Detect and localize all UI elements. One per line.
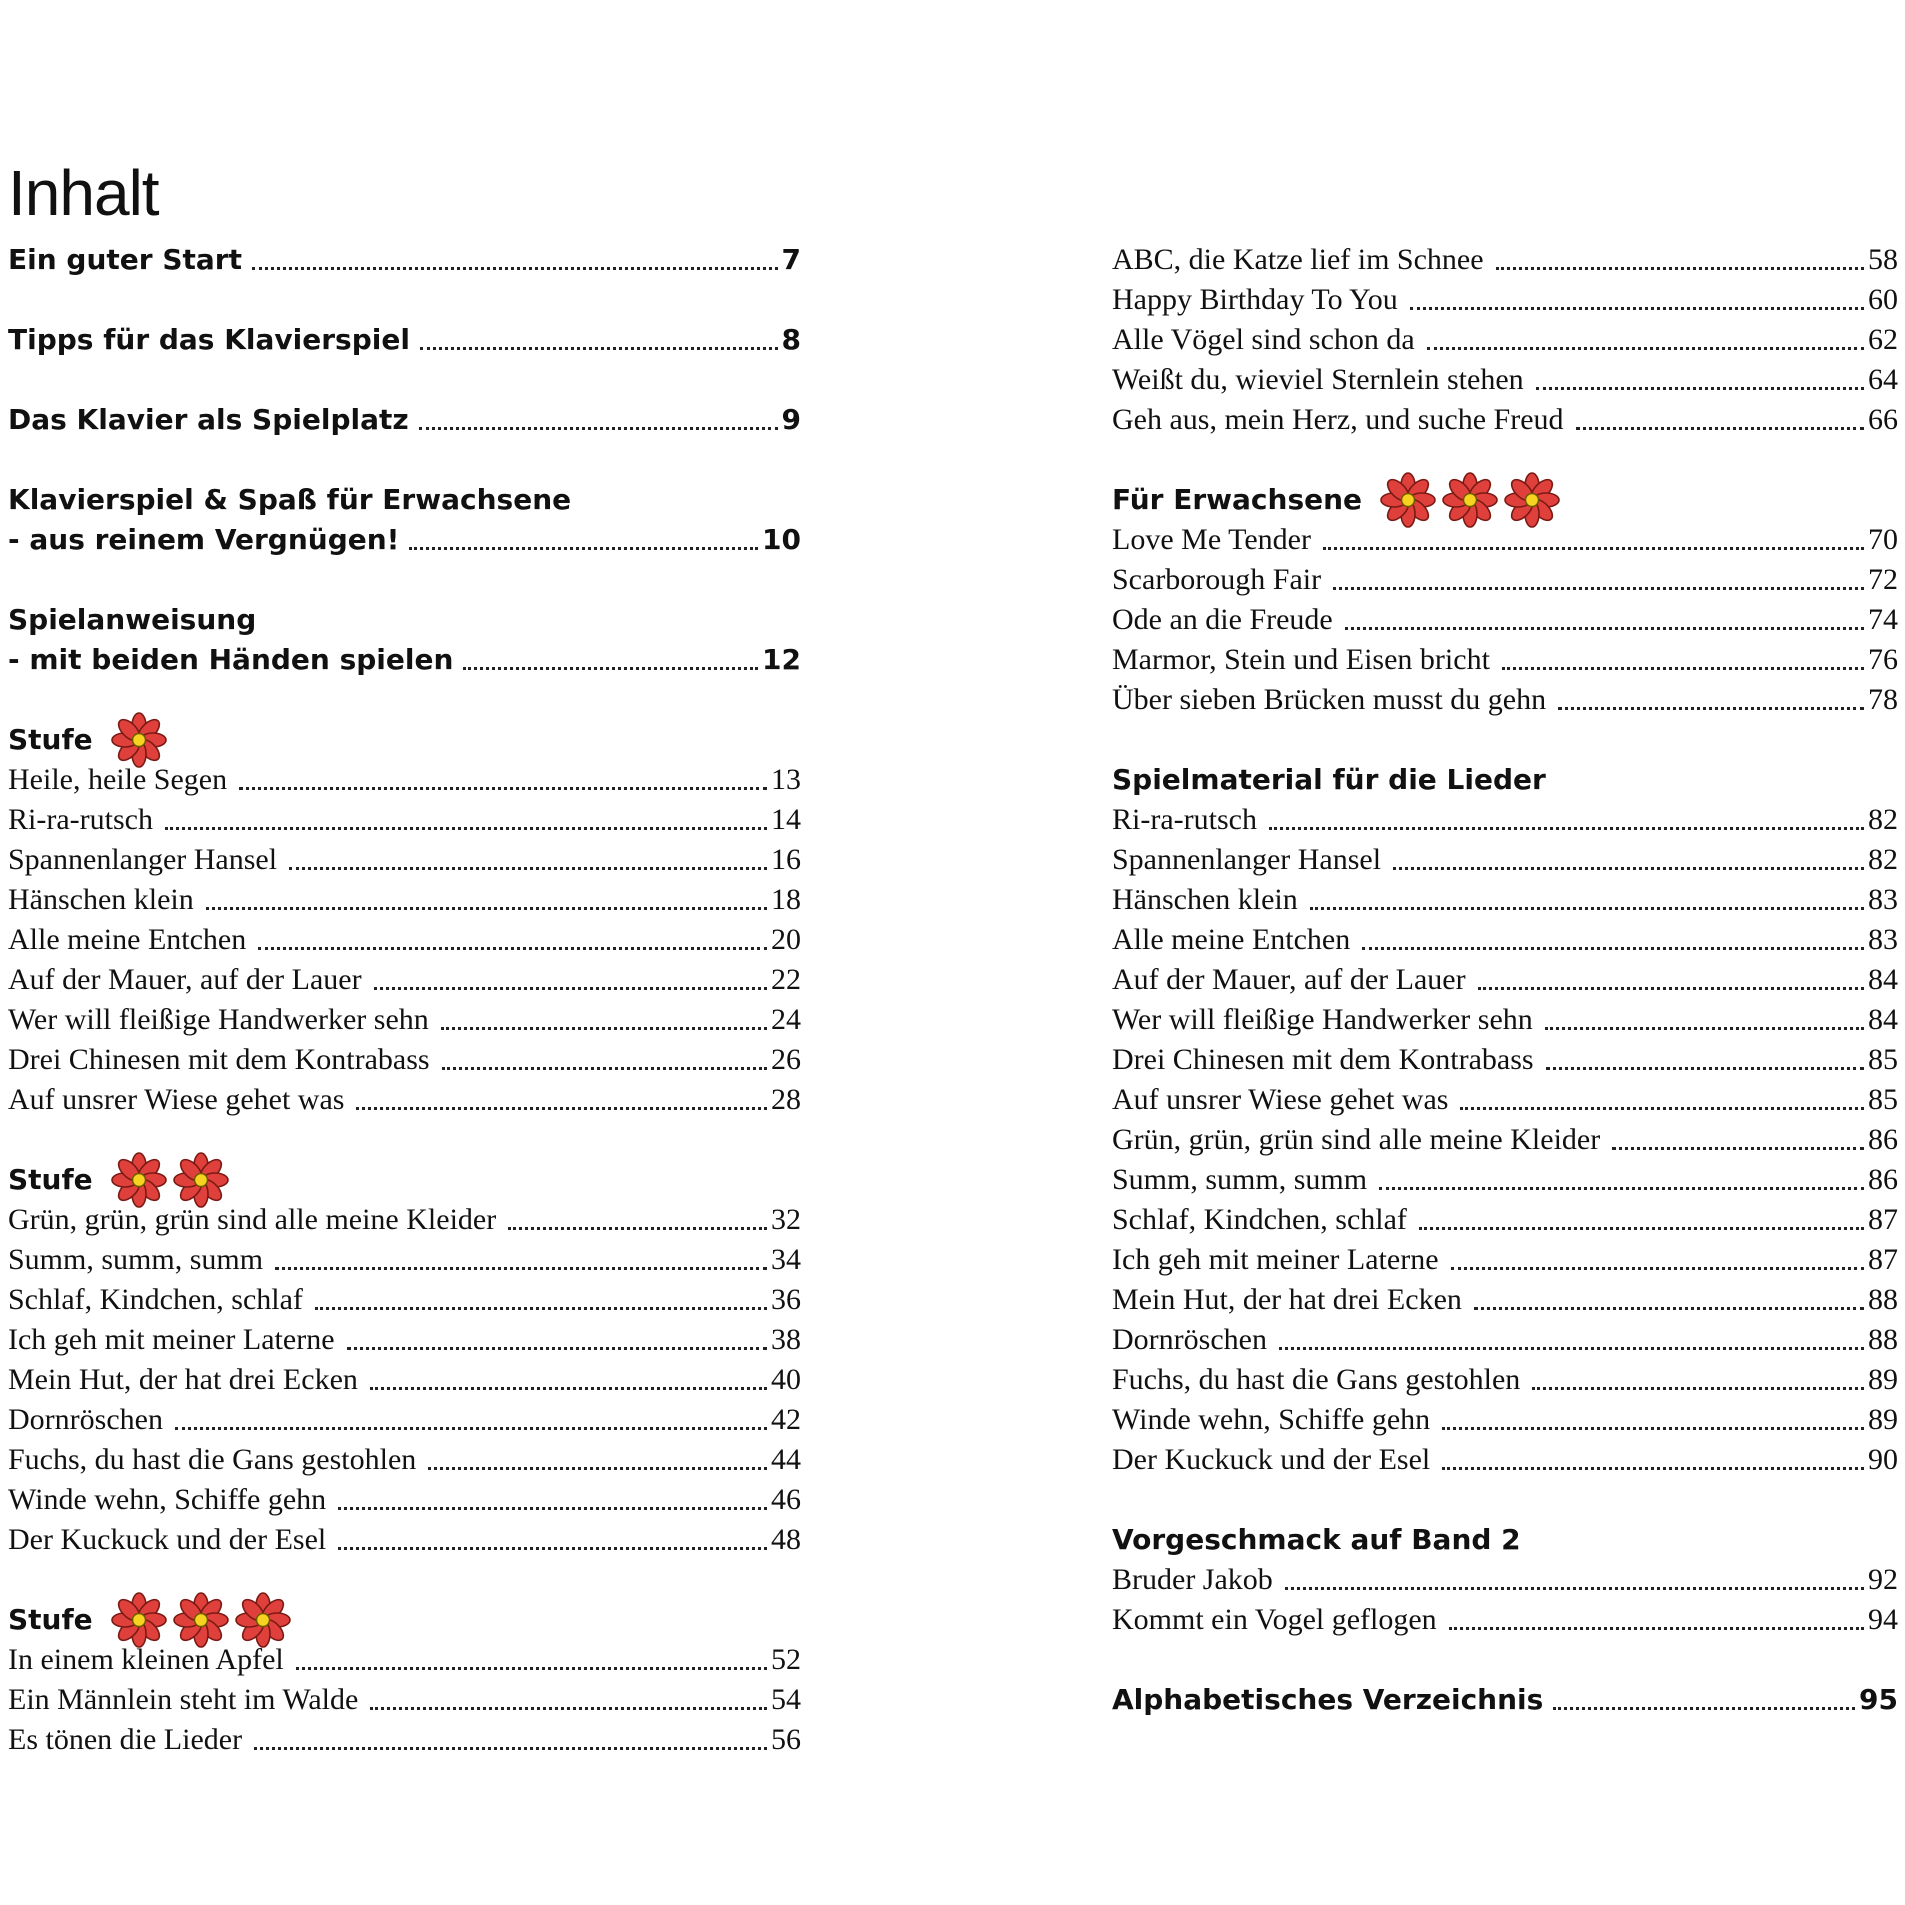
toc-main-entry	[8, 320, 801, 360]
page-number: 70	[1868, 523, 1898, 556]
level-section	[8, 1600, 801, 1760]
entry-title: Der Kuckuck und der Esel	[8, 1523, 327, 1556]
dot-leader	[409, 547, 758, 550]
page-number: 72	[1868, 563, 1898, 596]
entry-title: Ri-ra-rutsch	[8, 803, 153, 836]
toc-entry[interactable]	[1112, 1080, 1898, 1120]
page-number: 84	[1868, 963, 1898, 996]
entry-title: Das Klavier als Spielplatz	[8, 403, 409, 436]
page-number: 87	[1868, 1243, 1898, 1276]
toc-entry[interactable]	[1112, 240, 1898, 280]
dot-leader	[1576, 427, 1864, 430]
toc-entry[interactable]	[8, 880, 801, 920]
page-number: 66	[1868, 403, 1898, 436]
toc-entry[interactable]	[1112, 1040, 1898, 1080]
entry-title: Dornröschen	[1112, 1323, 1267, 1356]
dot-leader	[1612, 1147, 1864, 1150]
toc-entry[interactable]	[8, 1520, 801, 1560]
page-number: 48	[771, 1523, 801, 1556]
toc-entry[interactable]	[1112, 1560, 1898, 1600]
page-number: 44	[771, 1443, 801, 1476]
toc-entry[interactable]	[8, 1320, 801, 1360]
toc-entry[interactable]	[8, 1720, 801, 1760]
section-heading-row	[1112, 760, 1898, 800]
page-number: 52	[771, 1643, 801, 1676]
dot-leader	[315, 1307, 767, 1310]
toc-right-column	[1112, 240, 1898, 1720]
page-number: 76	[1868, 643, 1898, 676]
entry-title: Spannenlanger Hansel	[8, 843, 278, 876]
entry-title: Scarborough Fair	[1112, 563, 1322, 596]
page-number: 82	[1868, 843, 1898, 876]
level-section	[8, 720, 801, 1120]
entry-title: Schlaf, Kindchen, schlaf	[8, 1283, 303, 1316]
dot-leader	[1553, 1707, 1855, 1710]
dot-leader	[1449, 1627, 1864, 1630]
spacer	[8, 360, 801, 400]
toc-entry[interactable]	[8, 760, 801, 800]
entry-title: Geh aus, mein Herz, und suche Freud	[1112, 403, 1564, 436]
entry-title: Ein guter Start	[8, 243, 242, 276]
entry-title: Schlaf, Kindchen, schlaf	[1112, 1203, 1407, 1236]
spacer	[8, 440, 801, 480]
section-heading: Vorgeschmack auf Band 2	[1112, 1523, 1521, 1556]
toc-entry[interactable]	[1112, 1440, 1898, 1480]
dot-leader	[370, 1707, 767, 1710]
entry-title: Wer will fleißige Handwerker sehn	[1112, 1003, 1533, 1036]
dot-leader	[175, 1427, 767, 1430]
dot-leader	[1502, 667, 1864, 670]
page-number: 88	[1868, 1283, 1898, 1316]
toc-entry[interactable]	[1112, 1360, 1898, 1400]
page-number: 12	[762, 643, 801, 676]
toc-entry[interactable]	[1112, 1240, 1898, 1280]
entry-title: - mit beiden Händen spielen	[8, 643, 454, 676]
page-number: 13	[771, 763, 801, 796]
entry-title: Love Me Tender	[1112, 523, 1311, 556]
toc-entry[interactable]	[1112, 1600, 1898, 1640]
section-heading: Stufe	[8, 723, 93, 756]
page-number: 18	[771, 883, 801, 916]
dot-leader	[1323, 547, 1864, 550]
dot-leader	[508, 1227, 767, 1230]
dot-leader	[338, 1507, 767, 1510]
dot-leader	[1496, 267, 1864, 270]
entry-title: Heile, heile Segen	[8, 763, 228, 796]
toc-entry[interactable]	[8, 1440, 801, 1480]
toc-entry[interactable]	[8, 920, 801, 960]
page-number: 85	[1868, 1083, 1898, 1116]
toc-entry[interactable]	[8, 1280, 801, 1320]
toc-entry[interactable]	[1112, 600, 1898, 640]
spacer	[1112, 1480, 1898, 1520]
page-number: 58	[1868, 243, 1898, 276]
toc-entry[interactable]	[8, 960, 801, 1000]
dot-leader	[347, 1347, 767, 1350]
toc-entry[interactable]	[1112, 1160, 1898, 1200]
entry-title: Ich geh mit meiner Laterne	[1112, 1243, 1439, 1276]
material-section	[1112, 760, 1898, 1480]
entry-title: Über sieben Brücken musst du gehn	[1112, 683, 1547, 716]
toc-entry[interactable]	[1112, 880, 1898, 920]
dot-leader	[1536, 387, 1864, 390]
section-heading: Für Erwachsene	[1112, 483, 1363, 516]
toc-entry[interactable]	[1112, 920, 1898, 960]
toc-main-entry	[8, 480, 801, 560]
entry-title: Winde wehn, Schiffe gehn	[8, 1483, 327, 1516]
page-number: 32	[771, 1203, 801, 1236]
entry-title: Dornröschen	[8, 1403, 163, 1436]
page-number: 86	[1868, 1163, 1898, 1196]
dot-leader	[275, 1267, 767, 1270]
entry-title: Klavierspiel & Spaß für Erwachsene	[8, 483, 572, 516]
entry-title: Happy Birthday To You	[1112, 283, 1398, 316]
toc-entry[interactable]	[1112, 1320, 1898, 1360]
toc-entry[interactable]	[1112, 1400, 1898, 1440]
dot-leader	[441, 1027, 767, 1030]
toc-entry[interactable]	[1112, 640, 1898, 680]
section-heading-row	[1112, 1520, 1898, 1560]
page-number: 74	[1868, 603, 1898, 636]
page-number: 34	[771, 1243, 801, 1276]
spacer	[8, 560, 801, 600]
page-number: 83	[1868, 923, 1898, 956]
dot-leader	[1451, 1267, 1864, 1270]
entry-title: Auf der Mauer, auf der Lauer	[8, 963, 362, 996]
page-number: 40	[771, 1363, 801, 1396]
toc-entry[interactable]	[1112, 560, 1898, 600]
dot-leader	[1333, 587, 1864, 590]
entry-title: Wer will fleißige Handwerker sehn	[8, 1003, 429, 1036]
dot-leader	[1460, 1107, 1864, 1110]
dot-leader	[374, 987, 767, 990]
dot-leader	[420, 347, 778, 350]
toc-main-entry-row[interactable]	[8, 240, 801, 280]
dot-leader	[338, 1547, 767, 1550]
toc-entry[interactable]	[1112, 1200, 1898, 1240]
preview-section	[1112, 1520, 1898, 1640]
entry-title: Grün, grün, grün sind alle meine Kleider	[8, 1203, 497, 1236]
page-number: 24	[771, 1003, 801, 1036]
toc-entry[interactable]	[1112, 680, 1898, 720]
dot-leader	[1546, 1067, 1864, 1070]
entry-title: - aus reinem Vergnügen!	[8, 523, 400, 556]
page-number: 89	[1868, 1363, 1898, 1396]
dot-leader	[1442, 1467, 1864, 1470]
spacer	[1112, 720, 1898, 760]
entry-title: Bruder Jakob	[1112, 1563, 1273, 1596]
section-heading: Spielmaterial für die Lieder	[1112, 763, 1546, 796]
page-number: 92	[1868, 1563, 1898, 1596]
dot-leader	[239, 787, 767, 790]
index-entry[interactable]	[1112, 1680, 1898, 1720]
dot-leader	[1478, 987, 1864, 990]
entry-title: Spielanweisung	[8, 603, 257, 636]
entry-title: Ode an die Freude	[1112, 603, 1333, 636]
entry-title: Summ, summ, summ	[8, 1243, 264, 1276]
page-number: 94	[1868, 1603, 1898, 1636]
toc-entry[interactable]	[1112, 960, 1898, 1000]
entry-title: Drei Chinesen mit dem Kontrabass	[1112, 1043, 1534, 1076]
page-number: 7	[781, 243, 801, 276]
entry-title: Mein Hut, der hat drei Ecken	[8, 1363, 358, 1396]
dot-leader	[1558, 707, 1864, 710]
entry-title: Alphabetisches Verzeichnis	[1112, 1683, 1544, 1716]
entry-title: Summ, summ, summ	[1112, 1163, 1368, 1196]
dot-leader	[1279, 1347, 1864, 1350]
dot-leader	[1532, 1387, 1864, 1390]
section-heading-row	[1112, 480, 1898, 520]
dot-leader	[296, 1667, 767, 1670]
page-number: 60	[1868, 283, 1898, 316]
toc-entry[interactable]	[8, 1200, 801, 1240]
dot-leader	[356, 1107, 767, 1110]
entry-title: Hänschen klein	[1112, 883, 1298, 916]
page-number: 85	[1868, 1043, 1898, 1076]
continued-section	[1112, 240, 1898, 440]
toc-entry[interactable]	[8, 1480, 801, 1520]
entry-title: In einem kleinen Apfel	[8, 1643, 284, 1676]
dot-leader	[206, 907, 767, 910]
dot-leader	[1442, 1427, 1864, 1430]
dot-leader	[428, 1467, 767, 1470]
page-number: 8	[781, 323, 801, 356]
toc-entry[interactable]	[1112, 520, 1898, 560]
toc-entry[interactable]	[8, 1040, 801, 1080]
dot-leader	[1545, 1027, 1864, 1030]
page-number: 87	[1868, 1203, 1898, 1236]
spacer	[8, 280, 801, 320]
entry-title: Auf der Mauer, auf der Lauer	[1112, 963, 1466, 996]
page-number: 82	[1868, 803, 1898, 836]
entry-title: Alle meine Entchen	[8, 923, 247, 956]
toc-main-entry	[8, 240, 801, 280]
toc-left-column	[8, 240, 801, 1760]
entry-title: Weißt du, wieviel Sternlein stehen	[1112, 363, 1524, 396]
entry-title: Ich geh mit meiner Laterne	[8, 1323, 335, 1356]
toc-entry[interactable]	[8, 1640, 801, 1680]
toc-entry[interactable]	[1112, 840, 1898, 880]
page-number: 20	[771, 923, 801, 956]
page-number: 9	[781, 403, 801, 436]
page-number: 83	[1868, 883, 1898, 916]
dot-leader	[1427, 347, 1864, 350]
toc-main-entry-row[interactable]	[8, 640, 801, 680]
dot-leader	[463, 667, 758, 670]
toc-main-entry-row[interactable]	[8, 400, 801, 440]
entry-title: Kommt ein Vogel geflogen	[1112, 1603, 1437, 1636]
entry-title: ABC, die Katze lief im Schnee	[1112, 243, 1484, 276]
toc-entry[interactable]	[1112, 1000, 1898, 1040]
page-number: 62	[1868, 323, 1898, 356]
dot-leader	[1269, 827, 1864, 830]
entry-title: Ri-ra-rutsch	[1112, 803, 1257, 836]
page-number: 42	[771, 1403, 801, 1436]
dot-leader	[1310, 907, 1864, 910]
page-number: 78	[1868, 683, 1898, 716]
level-heading	[8, 1600, 801, 1640]
dot-leader	[419, 427, 778, 430]
page-number: 84	[1868, 1003, 1898, 1036]
entry-title: Marmor, Stein und Eisen bricht	[1112, 643, 1490, 676]
page-number: 22	[771, 963, 801, 996]
dot-leader	[1410, 307, 1864, 310]
toc-entry[interactable]	[1112, 1120, 1898, 1160]
dot-leader	[1419, 1227, 1864, 1230]
entry-title: Auf unsrer Wiese gehet was	[1112, 1083, 1449, 1116]
entry-title: Spannenlanger Hansel	[1112, 843, 1382, 876]
entry-title: Alle Vögel sind schon da	[1112, 323, 1415, 356]
page-number: 56	[771, 1723, 801, 1756]
toc-entry[interactable]	[1112, 800, 1898, 840]
toc-entry[interactable]	[8, 1680, 801, 1720]
toc-entry[interactable]	[8, 1240, 801, 1280]
adults-section	[1112, 480, 1898, 720]
dot-leader	[442, 1067, 767, 1070]
dot-leader	[254, 1747, 767, 1750]
dot-leader	[1285, 1587, 1864, 1590]
entry-title: Mein Hut, der hat drei Ecken	[1112, 1283, 1462, 1316]
dot-leader	[1345, 627, 1864, 630]
page-number: 36	[771, 1283, 801, 1316]
spacer	[1112, 1640, 1898, 1680]
toc-entry[interactable]	[8, 1400, 801, 1440]
page-number: 26	[771, 1043, 801, 1076]
toc-entry[interactable]	[8, 800, 801, 840]
page-title: Inhalt	[8, 157, 159, 229]
entry-title: Fuchs, du hast die Gans gestohlen	[1112, 1363, 1521, 1396]
toc-main-entry	[8, 600, 801, 680]
page-number: 64	[1868, 363, 1898, 396]
toc-main-entry-row[interactable]	[8, 520, 801, 560]
toc-entry[interactable]	[1112, 280, 1898, 320]
toc-entry[interactable]	[1112, 360, 1898, 400]
page-number: 38	[771, 1323, 801, 1356]
entry-title: Alle meine Entchen	[1112, 923, 1351, 956]
toc-entry[interactable]	[8, 1080, 801, 1120]
page-number: 95	[1859, 1683, 1898, 1716]
entry-title: Grün, grün, grün sind alle meine Kleider	[1112, 1123, 1601, 1156]
entry-title: Es tönen die Lieder	[8, 1723, 243, 1756]
dot-leader	[1362, 947, 1864, 950]
section-heading: Stufe	[8, 1163, 93, 1196]
entry-title: Auf unsrer Wiese gehet was	[8, 1083, 345, 1116]
dot-leader	[252, 267, 778, 270]
dot-leader	[1379, 1187, 1864, 1190]
page-number: 14	[771, 803, 801, 836]
toc-entry[interactable]	[8, 1360, 801, 1400]
entry-title: Winde wehn, Schiffe gehn	[1112, 1403, 1431, 1436]
level-heading	[8, 720, 801, 760]
entry-title: Fuchs, du hast die Gans gestohlen	[8, 1443, 417, 1476]
toc-main-entry-row[interactable]	[8, 320, 801, 360]
page-number: 89	[1868, 1403, 1898, 1436]
dot-leader	[165, 827, 767, 830]
dot-leader	[1393, 867, 1864, 870]
toc-entry[interactable]	[8, 1000, 801, 1040]
page-number: 54	[771, 1683, 801, 1716]
toc-entry[interactable]	[1112, 1280, 1898, 1320]
section-heading: Stufe	[8, 1603, 93, 1636]
dot-leader	[1474, 1307, 1864, 1310]
page-number: 28	[771, 1083, 801, 1116]
entry-title: Der Kuckuck und der Esel	[1112, 1443, 1431, 1476]
entry-title: Hänschen klein	[8, 883, 194, 916]
toc-main-entry	[8, 400, 801, 440]
page-number: 88	[1868, 1323, 1898, 1356]
dot-leader	[370, 1387, 767, 1390]
toc-entry[interactable]	[1112, 400, 1898, 440]
entry-title: Tipps für das Klavierspiel	[8, 323, 410, 356]
page-number: 90	[1868, 1443, 1898, 1476]
page-number: 46	[771, 1483, 801, 1516]
page-number: 16	[771, 843, 801, 876]
level-heading	[8, 1160, 801, 1200]
dot-leader	[258, 947, 767, 950]
toc-entry[interactable]	[8, 840, 801, 880]
toc-entry[interactable]	[1112, 320, 1898, 360]
level-section	[8, 1160, 801, 1560]
entry-title: Ein Männlein steht im Walde	[8, 1683, 359, 1716]
dot-leader	[289, 867, 767, 870]
entry-title: Drei Chinesen mit dem Kontrabass	[8, 1043, 430, 1076]
page-number: 10	[762, 523, 801, 556]
page-number: 86	[1868, 1123, 1898, 1156]
